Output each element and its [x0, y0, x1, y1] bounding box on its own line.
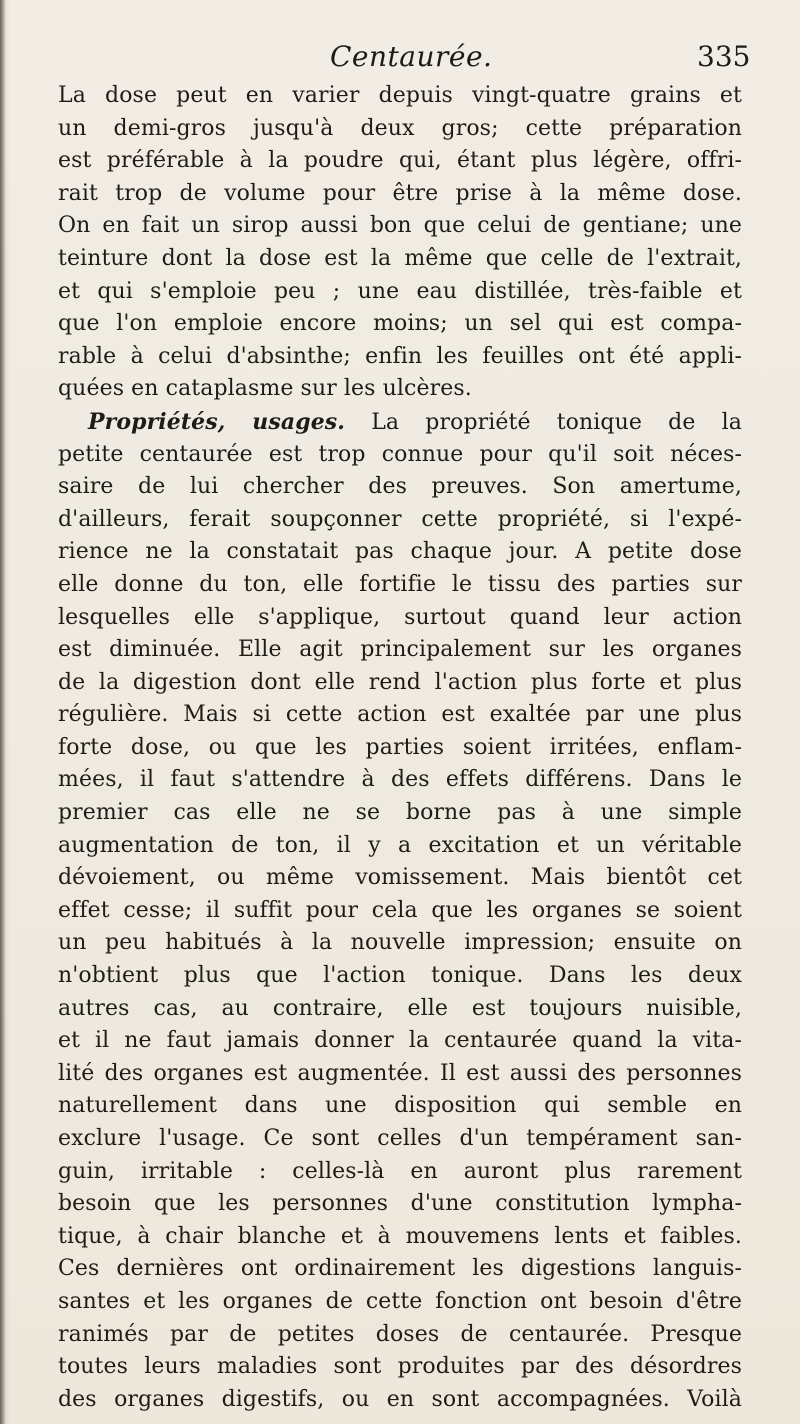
- text-line: besoin que les personnes d'une constitution lympha-: [58, 1191, 742, 1217]
- text-line: exclure l'usage. Ce sont celles d'un tempérament san-: [58, 1126, 742, 1151]
- text-line: ranimés par de petites doses de centaurée. Presque: [58, 1321, 742, 1347]
- text-line: On en fait un sirop aussi bon que celui de gentiane; une: [58, 213, 742, 239]
- text-line: des organes digestifs, ou en sont accompagnées. Voilà: [58, 1386, 742, 1412]
- section-heading-line: [58, 406, 742, 439]
- page-header: [0, 38, 800, 78]
- text-line: et il ne faut jamais donner la centaurée quand la vita-: [58, 1028, 742, 1054]
- text-line: quées en cataplasme sur les ulcères.: [58, 376, 472, 402]
- text-line: tique, à chair blanche et à mouvemens lents et faibles.: [58, 1223, 742, 1249]
- text-line: teinture dont la dose est la même que celle de l'extrait,: [58, 245, 742, 271]
- text-line: et qui s'emploie peu ; une eau distillée, très-faible et: [58, 278, 742, 304]
- text-line: rience ne la constatait pas chaque jour. A petite dose: [58, 539, 742, 565]
- text-line: dévoiement, ou même vomissement. Mais bientôt cet: [58, 865, 742, 891]
- text-line: petite centaurée est trop connue pour qu'il soit néces-: [58, 441, 742, 467]
- text-line: lesquelles elle s'applique, surtout quand leur action: [58, 604, 742, 630]
- text-line: lité des organes est augmentée. Il est aussi des personnes: [58, 1060, 742, 1086]
- text-line: Ces dernières ont ordinairement les digestions languis-: [58, 1256, 742, 1282]
- text-line: est préférable à la poudre qui, étant plus légère, offri-: [58, 148, 742, 174]
- text-line: forte dose, ou que les parties soient irritées, enflam-: [58, 734, 742, 760]
- page-number: 335: [697, 40, 751, 73]
- text-line: autres cas, au contraire, elle est toujours nuisible,: [58, 995, 742, 1021]
- text-line: rable à celui d'absinthe; enfin les feuilles ont été appli-: [58, 343, 742, 369]
- text-line: n'obtient plus que l'action tonique. Dans les deux: [58, 963, 742, 989]
- text-line: que l'on emploie encore moins; un sel qui est compa-: [58, 311, 742, 337]
- text-line: d'ailleurs, ferait soupçonner cette propriété, si l'expé-: [58, 506, 742, 532]
- text-line: premier cas elle ne se borne pas à une simple: [58, 800, 742, 826]
- text-line: saire de lui chercher des preuves. Son amertume,: [58, 474, 742, 500]
- text-line: mées, il faut s'attendre à des effets différens. Dans le: [58, 767, 742, 793]
- text-line: rait trop de volume pour être prise à la même dose.: [58, 180, 742, 206]
- text-line: guin, irritable : celles-là en auront plus rarement: [58, 1158, 742, 1184]
- text-line: toutes leurs maladies sont produites par des désordres: [58, 1354, 742, 1380]
- text-line: un demi-gros jusqu'à deux gros; cette préparation: [58, 115, 742, 141]
- text-line: naturellement dans une disposition qui semble en: [58, 1093, 742, 1119]
- section-heading-continuation: La propriété tonique de la: [345, 409, 742, 435]
- text-line: régulière. Mais si cette action est exaltée par une plus: [58, 702, 742, 728]
- body-text: [58, 80, 742, 1416]
- text-line: est diminuée. Elle agit principalement sur les organes: [58, 637, 742, 663]
- page-edge-shadow: [0, 0, 6, 1424]
- text-line: de la digestion dont elle rend l'action plus forte et plus: [58, 669, 742, 695]
- text-line: augmentation de ton, il y a excitation et un véritable: [58, 832, 742, 858]
- text-line: effet cesse; il suffit pour cela que les organes se soient: [58, 897, 742, 923]
- text-line: santes et les organes de cette fonction ont besoin d'être: [58, 1288, 742, 1314]
- text-line: un peu habitués à la nouvelle impression; ensuite on: [58, 930, 742, 956]
- text-line: La dose peut en varier depuis vingt-quatre grains et: [58, 83, 742, 108]
- text-line: elle donne du ton, elle fortifie le tissu des parties sur: [58, 571, 742, 597]
- running-title: Centaurée.: [330, 40, 493, 73]
- section-heading: Propriétés, usages.: [88, 408, 346, 435]
